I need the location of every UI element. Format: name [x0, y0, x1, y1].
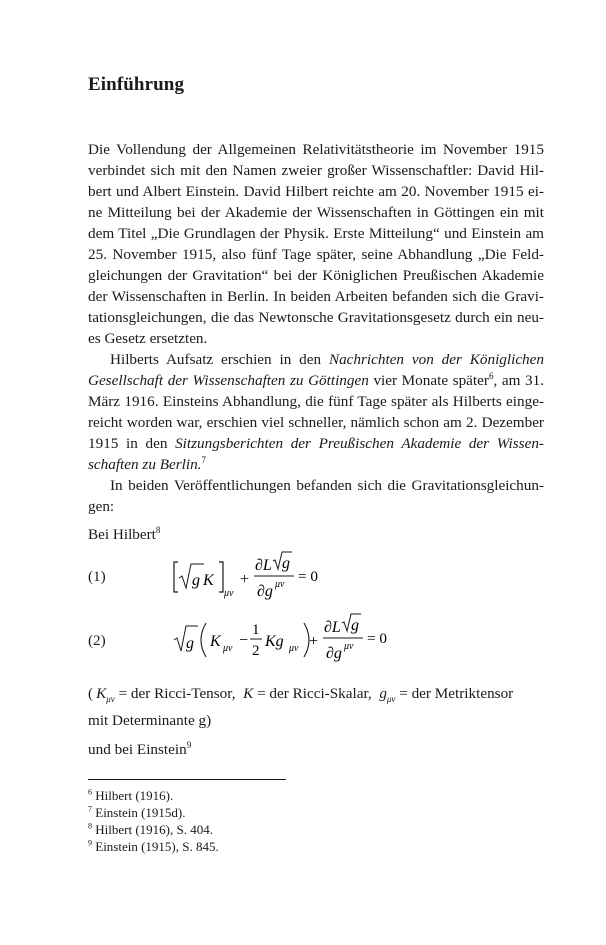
bracket-left	[174, 562, 178, 592]
journal-title: schaften zu Berlin.	[88, 456, 202, 473]
paragraph-2	[88, 349, 544, 475]
text-line: In beiden Veröffentlichungen befanden sich die Gravitationsgleichun-	[110, 477, 544, 494]
footnote-text: Einstein (1915d).	[95, 805, 186, 820]
partial-L: ∂L	[324, 619, 341, 636]
text-segment: , am 31.	[493, 372, 544, 389]
text-segment: Bei Hilbert	[88, 526, 156, 543]
numerator-one: 1	[252, 622, 260, 638]
footnote-text: Einstein (1915), S. 845.	[95, 839, 219, 854]
paren-left	[201, 623, 206, 657]
paragraph-3	[88, 475, 544, 517]
symbol-g: g	[192, 572, 200, 589]
footnote-text: Hilbert (1916).	[95, 788, 174, 803]
partial-g: ∂g	[257, 583, 273, 600]
symbol-Kg: Kg	[265, 633, 284, 650]
footnote-8	[88, 821, 213, 838]
footnote-number: 8	[88, 821, 92, 831]
symbol-g: g	[186, 635, 194, 652]
footnote-ref[interactable]: 6	[488, 370, 494, 381]
footnote-text: Hilbert (1916), S. 404.	[95, 822, 213, 837]
footnote-9	[88, 838, 219, 855]
text-line: verbindet sich mit den Namen zweier großer Wissenschaftler: David Hil-	[88, 162, 544, 179]
symbol-g-mu-nu: g	[379, 685, 387, 702]
equation-1-label: (1)	[88, 568, 106, 585]
text-line: reicht worden war, erschien viel schneller, nämlich schon am 2. Dezember	[88, 414, 544, 431]
symbol-legend	[88, 683, 544, 731]
subscript-mu-nu: μν	[386, 694, 396, 705]
journal-title: Nachrichten von der Königlichen	[328, 351, 544, 368]
text-segment: = der Ricci-Tensor,	[118, 685, 236, 702]
text-segment: = der Ricci-Skalar,	[257, 685, 372, 702]
footnote-7	[88, 804, 186, 821]
bracket-right	[219, 562, 223, 592]
equation-1	[172, 548, 392, 610]
equals-zero: = 0	[367, 630, 387, 647]
text-line: gleichungen der Gravitation“ bei der Königlichen Preußischen Akademie	[88, 267, 544, 284]
text-line: ( $K_{\mu\nu}$ = der Ricci-Tensor, K = der Ricci-Skalar, $g_{\mu\nu}$ = der Metriktensor	[88, 685, 514, 705]
equals-zero: = 0	[298, 568, 318, 585]
text-line	[88, 370, 544, 391]
text-segment: Hilberts Aufsatz erschien in den	[110, 351, 329, 368]
footnote-ref[interactable]: 9	[186, 739, 192, 750]
subscript-mu-nu: μν	[224, 588, 234, 599]
subscript-mu-nu: μν	[289, 643, 299, 654]
footnote-number: 7	[88, 804, 92, 814]
text-line: gen:	[88, 498, 115, 515]
text-line: bert und Albert Einstein. David Hilbert reichte am 20. November 1915 ei-	[88, 183, 544, 200]
equation-2	[172, 610, 432, 672]
symbol-g: g	[282, 555, 290, 572]
text-line: dem Titel „Die Grundlagen der Physik. Erste Mitteilung“ und Einstein am	[88, 225, 544, 242]
symbol-g: g	[351, 617, 359, 634]
text-line: 25. November 1915, also fünf Tage später, seine Abhandlung „Die Feld-	[88, 246, 544, 263]
text-line	[88, 454, 544, 475]
bei-hilbert-label	[88, 526, 160, 544]
plus-sign: +	[240, 571, 250, 588]
text-line: tationsgleichungen, die das Newtonsche Gravitationsgesetz durch ein neu-	[88, 309, 544, 326]
bei-einstein-label	[88, 741, 191, 759]
footnote-number: 6	[88, 787, 92, 797]
symbol-K: K	[203, 572, 214, 589]
text-segment: vier Monate später	[368, 372, 489, 389]
journal-title: Gesellschaft der Wissenschaften zu Göttingen	[88, 372, 369, 389]
footnote-6	[88, 787, 173, 804]
subscript-mu-nu: μν	[106, 694, 115, 705]
partial-g: ∂g	[326, 645, 342, 662]
text-line: mit Determinante g)	[88, 712, 212, 730]
equation-2-label: (2)	[88, 632, 106, 649]
symbol-K: K	[210, 633, 221, 650]
chapter-heading: Einführung	[88, 74, 185, 95]
footnote-ref[interactable]: 7	[201, 454, 206, 465]
text-segment: 1915 in den	[88, 435, 176, 452]
superscript-mu-nu: μν	[275, 579, 285, 590]
plus-sign: +	[309, 633, 319, 650]
paragraph-1	[88, 139, 544, 349]
superscript-mu-nu: μν	[344, 641, 354, 652]
footnote-number: 9	[88, 838, 92, 848]
partial-L: ∂L	[255, 557, 272, 574]
subscript-mu-nu: μν	[223, 643, 233, 654]
text-line: ne Mitteilung bei der Akademie der Wissenschaften in Göttingen ein mit	[88, 204, 544, 221]
denominator-two: 2	[252, 643, 260, 659]
text-line	[88, 349, 544, 370]
text-line: Die Vollendung der Allgemeinen Relativitätstheorie im November 1915	[88, 141, 544, 158]
text-line: es Gesetz ersetzten.	[88, 330, 208, 347]
symbol-K: K	[243, 685, 254, 702]
text-line	[88, 433, 544, 454]
text-line: der Wissenschaften in Berlin. In beiden Arbeiten befanden sich die Gravi-	[88, 288, 544, 305]
minus-sign: −	[239, 632, 249, 649]
footnote-ref[interactable]: 8	[155, 524, 161, 535]
journal-title: Sitzungsberichten der Preußischen Akademie der Wissen-	[175, 435, 544, 452]
text-segment: und bei Einstein	[88, 741, 187, 758]
symbol-K-mu-nu: K	[96, 685, 107, 702]
footnote-divider	[88, 779, 286, 780]
text-line: März 1916. Einsteins Abhandlung, die fünf Tage später als Hilberts einge-	[88, 393, 544, 410]
text-segment: = der Metriktensor	[399, 685, 514, 702]
